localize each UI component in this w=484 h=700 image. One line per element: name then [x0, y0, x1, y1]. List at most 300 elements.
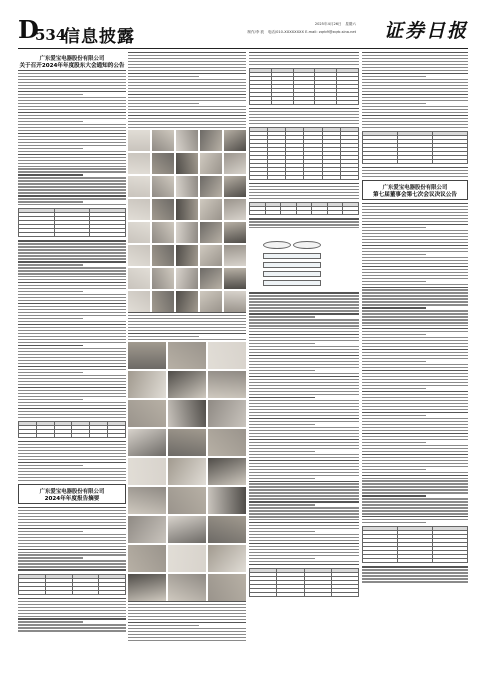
text-line	[18, 525, 126, 526]
text-line	[18, 354, 126, 355]
text-line	[18, 88, 126, 89]
voting-table	[18, 421, 126, 438]
text-line	[128, 109, 246, 110]
text-line	[249, 433, 359, 434]
text-line	[249, 379, 359, 380]
text-line	[362, 103, 426, 104]
text-line	[362, 109, 468, 110]
text-line	[362, 472, 468, 473]
text-line	[249, 439, 359, 440]
text-line	[249, 325, 359, 326]
text-line	[362, 230, 468, 231]
product-photo	[128, 245, 150, 266]
product-photo	[168, 342, 206, 369]
text-line	[362, 221, 468, 222]
text-line	[249, 498, 359, 499]
product-photo	[168, 371, 206, 398]
text-line	[18, 300, 126, 301]
text-line	[362, 73, 468, 74]
text-line	[249, 555, 359, 556]
text-line	[18, 186, 126, 187]
text-line	[18, 453, 126, 454]
text-line	[362, 331, 468, 332]
text-line	[128, 79, 246, 80]
text-line	[249, 227, 359, 228]
text-line	[18, 624, 126, 625]
text-line	[18, 405, 126, 406]
text-line	[128, 601, 246, 602]
text-line	[18, 136, 126, 137]
product-photo	[208, 574, 246, 601]
product-photo	[208, 487, 246, 514]
text-line	[249, 546, 359, 547]
text-line	[362, 233, 468, 234]
text-line	[18, 480, 126, 481]
text-line	[18, 375, 126, 376]
text-line	[249, 373, 359, 374]
text-line	[18, 390, 126, 391]
text-line	[18, 240, 126, 241]
text-line	[249, 537, 359, 538]
text-line	[249, 436, 359, 437]
text-line	[362, 242, 468, 243]
text-line	[362, 170, 468, 171]
text-line	[18, 252, 126, 253]
body-text-block	[18, 70, 126, 205]
text-line	[362, 448, 468, 449]
text-line	[128, 318, 246, 319]
text-line	[128, 58, 246, 59]
text-line	[18, 183, 126, 184]
text-line	[249, 186, 359, 187]
text-line	[18, 330, 126, 331]
guarantee-table	[362, 131, 468, 164]
text-line	[18, 70, 126, 71]
text-line	[362, 209, 468, 210]
text-line	[249, 489, 359, 490]
text-line	[249, 549, 359, 550]
text-line	[362, 79, 468, 80]
notice-header-annual-meeting	[18, 52, 126, 70]
text-line	[249, 421, 359, 422]
section-name: 信息披露	[63, 27, 135, 47]
text-line	[18, 366, 126, 367]
text-line	[128, 76, 199, 77]
text-line	[362, 254, 426, 255]
text-line	[18, 369, 126, 370]
text-line	[362, 76, 426, 77]
text-line	[362, 88, 468, 89]
text-line	[249, 442, 359, 443]
text-line	[18, 130, 126, 131]
text-line	[18, 79, 126, 80]
text-line	[249, 472, 359, 473]
text-line	[18, 607, 126, 608]
product-photo	[176, 130, 198, 151]
text-line	[18, 477, 126, 478]
text-line	[362, 370, 468, 371]
text-line	[362, 58, 468, 59]
text-line	[362, 507, 468, 508]
text-line	[249, 123, 359, 124]
text-line	[18, 516, 126, 517]
text-line	[362, 358, 468, 359]
text-line	[362, 346, 468, 347]
product-photo	[128, 199, 150, 220]
text-line	[362, 127, 468, 128]
text-line	[249, 304, 359, 305]
text-line	[18, 456, 126, 457]
product-photo	[152, 268, 174, 289]
product-photo	[128, 130, 150, 151]
text-line	[18, 396, 126, 397]
text-line	[362, 400, 468, 401]
text-line	[249, 504, 315, 505]
product-photo	[176, 222, 198, 243]
product-photo	[152, 291, 174, 312]
text-line	[128, 327, 246, 328]
text-line	[362, 319, 468, 320]
text-line	[249, 466, 359, 467]
editor-line: 制作/李 波 电话/010-XXXXXXXX E-mail: zqrb9@zqrb.sina.net	[247, 30, 356, 34]
text-line	[249, 507, 359, 508]
text-line	[18, 348, 126, 349]
text-line	[362, 236, 468, 237]
text-line	[18, 534, 126, 535]
product-photo-grid	[128, 130, 246, 312]
text-line	[362, 463, 468, 464]
product-photo	[128, 371, 166, 398]
text-line	[18, 142, 126, 143]
text-line	[18, 601, 126, 602]
text-line	[249, 376, 359, 377]
text-line	[18, 566, 126, 567]
text-line	[18, 393, 126, 394]
text-line	[18, 97, 126, 98]
text-line	[18, 261, 126, 262]
text-line	[249, 195, 359, 196]
text-line	[249, 415, 359, 416]
text-line	[128, 634, 246, 635]
text-line	[362, 275, 468, 276]
text-line	[18, 342, 126, 343]
text-line	[362, 486, 468, 487]
text-line	[249, 510, 359, 511]
text-line	[362, 478, 468, 479]
text-line	[362, 124, 468, 125]
text-line	[362, 397, 468, 398]
text-line	[18, 618, 126, 619]
diagram-box	[263, 271, 321, 277]
text-line	[249, 403, 359, 404]
text-line	[18, 399, 83, 400]
text-line	[18, 201, 83, 202]
text-line	[18, 462, 126, 463]
share-structure-table	[249, 202, 359, 215]
text-line	[362, 460, 468, 461]
text-line	[18, 411, 126, 412]
text-line	[362, 257, 468, 258]
text-line	[249, 534, 359, 535]
text-line	[362, 272, 468, 273]
text-line	[18, 243, 126, 244]
text-line	[18, 76, 126, 77]
text-line	[18, 563, 126, 564]
product-photo	[176, 153, 198, 174]
product-photo	[200, 291, 222, 312]
text-line	[18, 450, 126, 451]
text-line	[128, 333, 246, 334]
text-line	[362, 281, 426, 282]
text-line	[18, 519, 126, 520]
text-line	[249, 388, 359, 389]
text-line	[128, 112, 246, 113]
text-line	[18, 531, 83, 532]
text-line	[362, 94, 468, 95]
text-line	[362, 307, 426, 308]
text-line	[128, 604, 246, 605]
body-text-block	[128, 601, 246, 641]
text-line	[128, 613, 246, 614]
text-line	[18, 441, 126, 442]
text-line	[249, 513, 359, 514]
product-photo	[208, 429, 246, 456]
product-photo	[128, 268, 150, 289]
text-line	[18, 303, 126, 304]
text-line	[18, 195, 126, 196]
product-photo	[168, 429, 206, 456]
text-line	[362, 406, 468, 407]
body-text-block	[249, 52, 359, 65]
text-line	[128, 339, 246, 340]
text-line	[249, 218, 359, 219]
text-line	[128, 88, 246, 89]
text-line	[18, 258, 126, 259]
text-line	[362, 287, 468, 288]
company-name: 广东爱宝电器股份有限公司	[39, 488, 105, 495]
product-photo	[224, 199, 246, 220]
text-line	[249, 370, 315, 371]
text-line	[249, 454, 359, 455]
ownership-structure-diagram	[263, 234, 359, 286]
text-line	[18, 127, 126, 128]
text-line	[18, 360, 126, 361]
text-line	[18, 171, 126, 172]
body-text-block	[18, 441, 126, 481]
text-line	[362, 248, 468, 249]
text-line	[362, 522, 426, 523]
text-line	[18, 160, 126, 161]
text-line	[249, 540, 359, 541]
text-line	[128, 127, 246, 128]
text-line	[18, 339, 126, 340]
text-line	[18, 121, 83, 122]
text-line	[249, 460, 359, 461]
product-photo	[168, 458, 206, 485]
body-text-block	[362, 566, 468, 582]
text-line	[18, 174, 83, 175]
diagram-box	[263, 253, 321, 259]
text-line	[18, 351, 126, 352]
text-line	[362, 206, 468, 207]
text-line	[18, 528, 126, 529]
product-photo	[128, 222, 150, 243]
text-line	[362, 454, 468, 455]
product-photo	[168, 574, 206, 601]
text-line	[18, 402, 126, 403]
product-photo	[208, 342, 246, 369]
text-line	[362, 55, 468, 56]
diagram-box	[263, 262, 321, 268]
text-line	[362, 433, 468, 434]
column-d	[362, 52, 468, 680]
product-photo	[208, 545, 246, 572]
text-line	[249, 349, 359, 350]
text-line	[249, 475, 359, 476]
text-line	[18, 270, 126, 271]
product-photo	[152, 130, 174, 151]
text-line	[18, 471, 126, 472]
text-line	[128, 94, 246, 95]
text-line	[18, 133, 126, 134]
text-line	[362, 313, 468, 314]
text-line	[128, 100, 246, 101]
text-line	[128, 82, 246, 83]
text-line	[249, 486, 359, 487]
text-line	[18, 309, 126, 310]
text-line	[18, 189, 126, 190]
text-line	[362, 106, 468, 107]
text-line	[362, 70, 468, 71]
text-line	[249, 328, 359, 329]
text-line	[362, 97, 468, 98]
body-text-block	[249, 292, 359, 565]
text-line	[18, 180, 126, 181]
text-line	[249, 358, 359, 359]
text-line	[18, 372, 83, 373]
company-name: 广东爱宝电器股份有限公司	[382, 184, 448, 191]
product-photo	[224, 153, 246, 174]
text-line	[128, 315, 246, 316]
text-line	[18, 168, 126, 169]
text-line	[249, 367, 359, 368]
body-text-block	[18, 240, 126, 417]
text-line	[362, 173, 468, 174]
notice-title: 2024年年度报告摘要	[44, 495, 100, 502]
text-line	[249, 478, 315, 479]
diagram-box	[263, 280, 321, 286]
text-line	[362, 572, 468, 573]
text-line	[249, 221, 359, 222]
text-line	[362, 224, 468, 225]
text-line	[18, 154, 126, 155]
product-photo	[224, 222, 246, 243]
text-line	[18, 336, 126, 337]
text-line	[128, 622, 246, 623]
text-line	[18, 408, 126, 409]
column-b	[128, 52, 246, 680]
product-photo	[128, 291, 150, 312]
annual-report-box	[18, 484, 126, 504]
text-line	[128, 619, 246, 620]
product-photo	[128, 429, 166, 456]
text-line	[18, 103, 126, 104]
text-line	[362, 421, 468, 422]
product-photo	[208, 400, 246, 427]
text-line	[362, 301, 468, 302]
product-photo	[208, 458, 246, 485]
text-line	[18, 560, 126, 561]
text-line	[18, 543, 126, 544]
text-line	[249, 558, 315, 559]
masthead-rule	[18, 48, 468, 49]
product-photo	[176, 245, 198, 266]
text-line	[128, 73, 246, 74]
text-line	[249, 528, 359, 529]
text-line	[362, 430, 468, 431]
text-line	[362, 439, 468, 440]
paper-logo: 证券日报	[383, 20, 468, 42]
text-line	[249, 501, 359, 502]
text-line	[249, 352, 359, 353]
product-photo	[224, 291, 246, 312]
text-line	[18, 177, 126, 178]
text-line	[249, 400, 359, 401]
text-line	[18, 148, 83, 149]
text-line	[128, 607, 246, 608]
text-line	[362, 91, 468, 92]
text-line	[249, 525, 359, 526]
text-line	[18, 604, 126, 605]
text-line	[18, 357, 126, 358]
text-line	[362, 52, 468, 53]
product-photo	[168, 487, 206, 514]
text-line	[362, 379, 468, 380]
text-line	[249, 427, 359, 428]
text-line	[362, 575, 468, 576]
text-line	[18, 315, 126, 316]
text-line	[128, 628, 246, 629]
text-line	[362, 266, 468, 267]
bottom-table	[249, 568, 359, 597]
text-line	[362, 412, 468, 413]
text-line	[18, 204, 126, 205]
text-line	[362, 352, 468, 353]
text-line	[18, 94, 83, 95]
product-photo	[200, 199, 222, 220]
text-line	[249, 301, 359, 302]
text-line	[128, 321, 246, 322]
text-line	[249, 492, 359, 493]
text-line	[362, 310, 468, 311]
text-line	[18, 73, 126, 74]
text-line	[362, 510, 468, 511]
text-line	[362, 403, 468, 404]
product-photo	[128, 458, 166, 485]
text-line	[249, 382, 359, 383]
text-line	[249, 340, 359, 341]
text-line	[362, 445, 468, 446]
text-line	[128, 336, 199, 337]
body-text-block	[249, 108, 359, 124]
text-line	[249, 495, 359, 496]
text-line	[18, 106, 126, 107]
text-line	[362, 67, 468, 68]
text-line	[18, 510, 126, 511]
text-line	[362, 364, 468, 365]
text-line	[128, 61, 246, 62]
product-photo	[168, 400, 206, 427]
